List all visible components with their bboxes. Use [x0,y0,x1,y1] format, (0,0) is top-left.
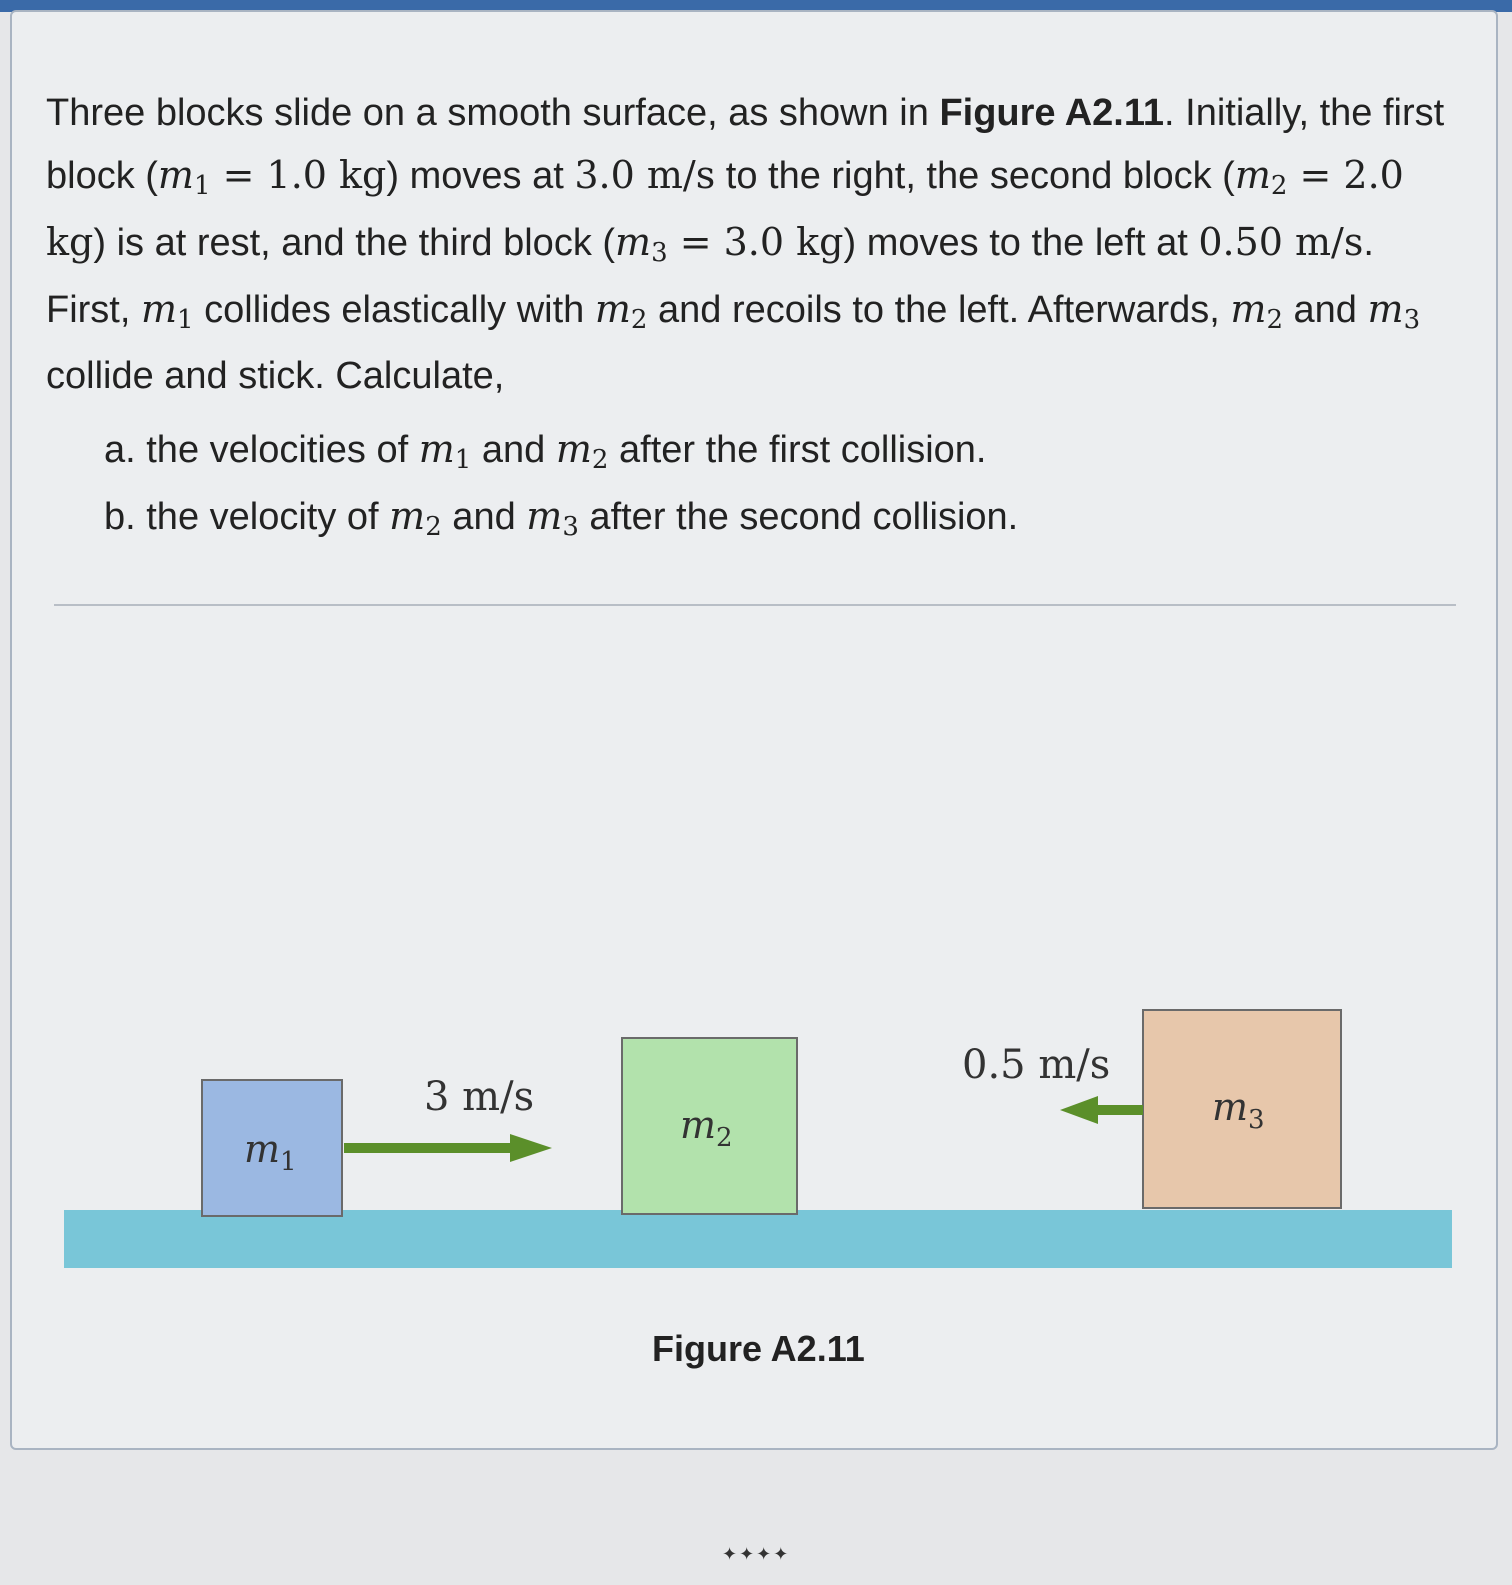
velocity-arrow-right [344,1134,552,1162]
floor [64,1210,1452,1268]
velocity-arrow-left [1060,1096,1143,1124]
block-m1-label: $m_1$ [244,1127,297,1177]
block-m3-label: $m_3$ [1212,1085,1265,1135]
velocity-label-m3: 0.5 m/s [962,1042,1111,1088]
part-a: a. the velocities of m1 and m2 after the first collision. [104,427,987,475]
problem-statement: Three blocks slide on a smooth surface, as shown in Figure A2.11. Initially, the first block (m1 = 1.0 kg) moves at 3.0 m/s to the right, the second block (m2 = 2.0 kg) is at rest, and the third block (m3 = 3.0 kg) moves to the left at 0.50 m/s. First, m1 collides elastically with m2 and recoils to the left. Afterwards, m2 and m3 collide and stick. Calculate, [46,92,1445,397]
part-b: b. the velocity of m2 and m3 after the second collision. [104,494,1019,542]
figure-reference: Figure A2.11 [939,92,1165,134]
block-m2-label: $m_2$ [680,1103,733,1153]
velocity-label-m1: 3 m/s [424,1074,535,1120]
pagination-dots-icon[interactable]: ✦✦✦✦ [722,1544,791,1564]
figure-caption: Figure A2.11 [652,1328,865,1369]
